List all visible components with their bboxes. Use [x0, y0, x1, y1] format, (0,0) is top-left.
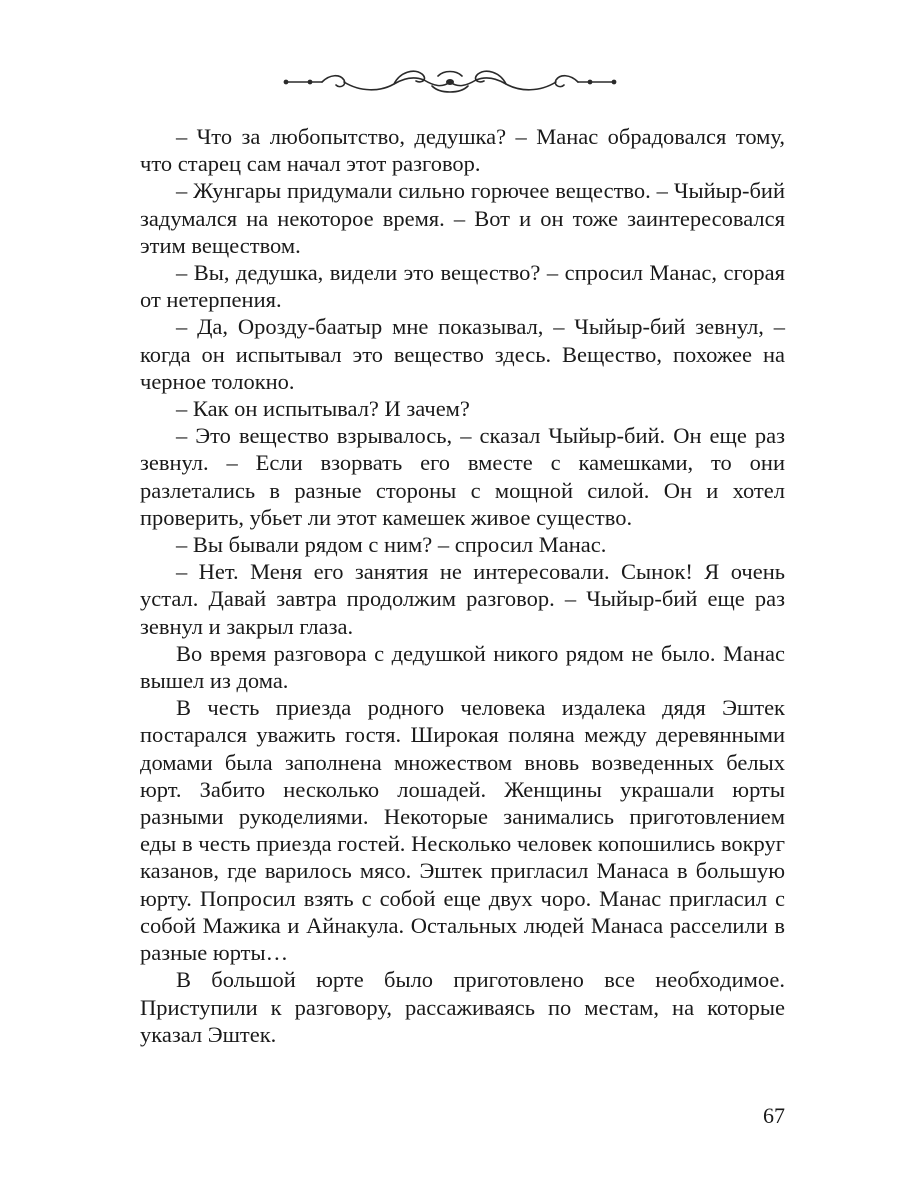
paragraph-5: – Как он испытывал? И зачем? [176, 396, 470, 422]
decorative-divider-icon [282, 62, 618, 102]
paragraph-8: – Нет. Меня его занятия не интересовали. Сынок! Я очень устал. Давай завтра продолжим разговор. – Чыйыр-бий еще раз зевнул и закрыл глаза. [140, 559, 785, 639]
page-number: 67 [763, 1103, 785, 1128]
paragraph-9: Во время разговора с дедушкой никого рядом не было. Манас вышел из дома. [140, 640, 785, 694]
paragraph-10: В честь приезда родного человека издалека дядя Эштек постарался уважить гостя. Широкая поляна между деревянными домами была заполнена множеством вновь возведенных белых юрт. Забито несколько лошадей. Женщины украшали юрты разными рукоделиями. Некоторые занимались приготовлением еды в честь приезда гостей. Несколько человек копошились вокруг казанов, где варилось мясо. Эштек пригласил Манаса в большую юрту. Попросил взять с собой еще двух чоро. Манас пригласил с собой Мажика и Айнакула. Остальных людей Манаса расселили в разные юрты… [140, 695, 785, 966]
paragraph-7: – Вы бывали рядом с ним? – спросил Манас. [176, 532, 607, 558]
paragraph-6: – Это вещество взрывалось, – сказал Чыйыр-бий. Он еще раз зевнул. – Если взорвать его вместе с камешками, то они разлетались в разные стороны с мощной силой. Он и хотел проверить, убьет ли этот камешек живое существо. [140, 423, 785, 530]
paragraph-1: – Что за любопытство, дедушка? – Манас обрадовался тому, что старец сам начал этот разговор. [140, 124, 785, 177]
paragraph-4: – Да, Орозду-баатыр мне показывал, – Чыйыр-бий зевнул, – когда он испытывал это вещество здесь. Вещество, похожее на черное толокно. [140, 314, 785, 394]
paragraph-3: – Вы, дедушка, видели это вещество? – спросил Манас, сгорая от нетерпения. [140, 260, 785, 313]
paragraph-2: – Жунгары придумали сильно горючее вещество. – Чыйыр-бий задумался на некоторое время. – Вот и он тоже заинтересовался этим веществом. [140, 178, 785, 258]
paragraph-11: В большой юрте было приготовлено все необходимое. Приступили к разговору, рассаживаясь по местам, на которые указал Эштек. [140, 967, 785, 1047]
body-text [140, 123, 785, 1048]
